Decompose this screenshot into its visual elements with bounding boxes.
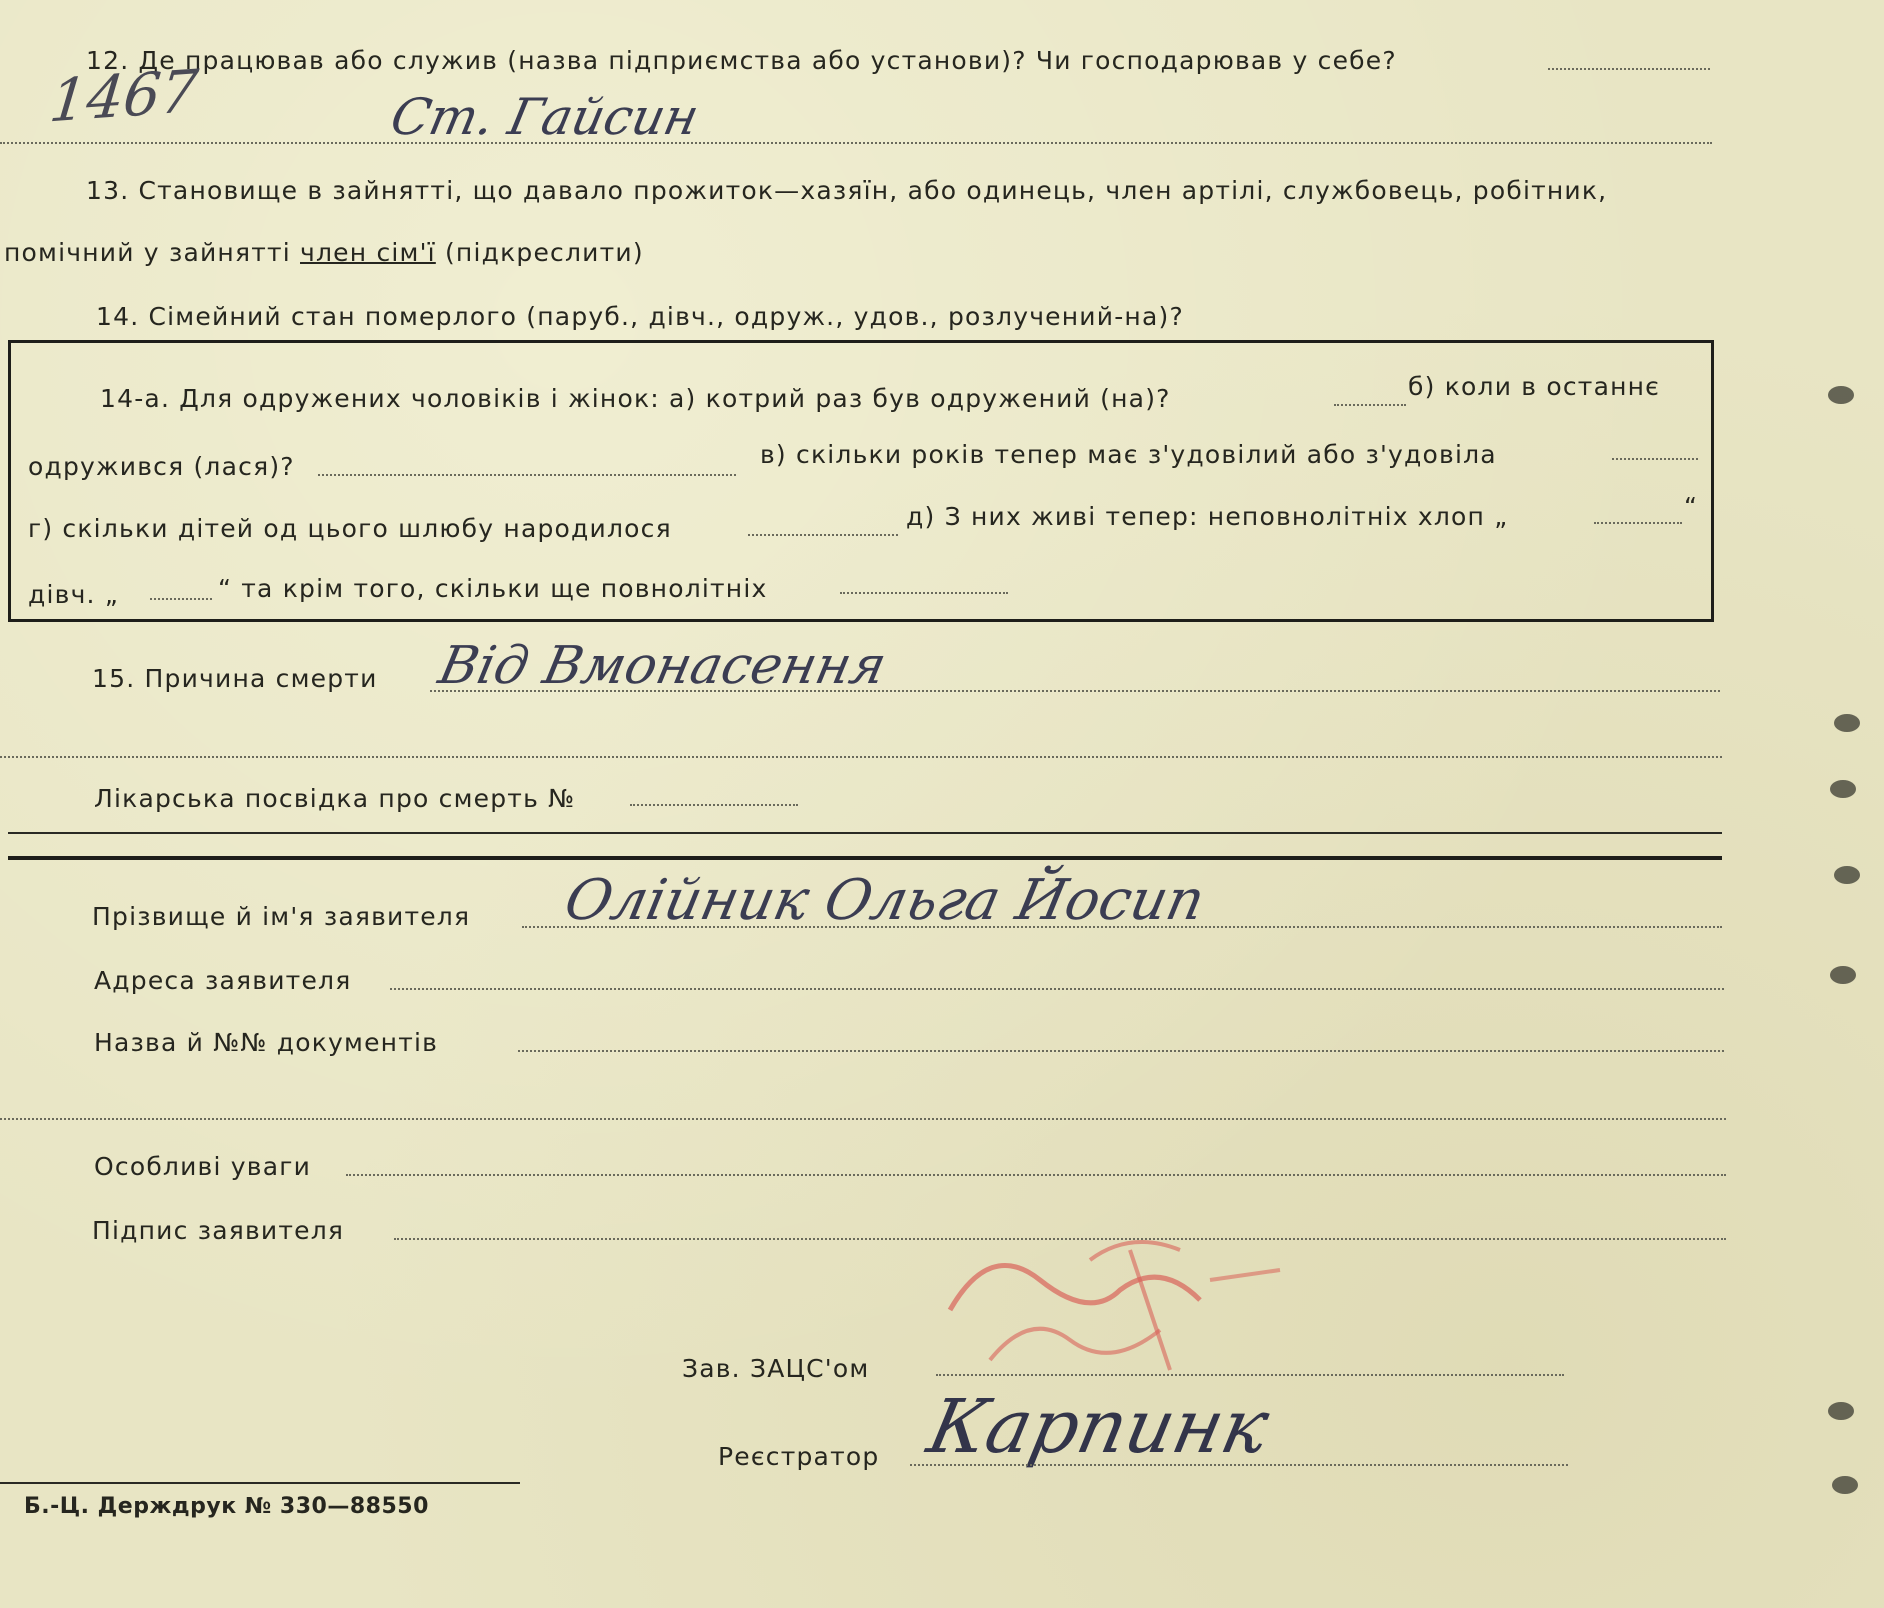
q14a-line3-a: г) скільки дітей од цього шлюбу народилося: [28, 514, 672, 543]
applicant-name-label: Прізвище й ім'я заявителя: [92, 902, 471, 931]
printer-imprint: Б.-Ц. Держдрук № 330—88550: [24, 1494, 429, 1519]
applicant-name-answer: Олійник Ольга Йосип: [559, 868, 1211, 933]
imprint-rule: [0, 1482, 520, 1484]
registrar-label: Реєстратор: [718, 1442, 880, 1471]
q12-fill-line: [1548, 68, 1710, 70]
applicant-signature-label: Підпис заявителя: [92, 1216, 345, 1245]
binding-hole: [1830, 966, 1856, 984]
applicant-name-line: [522, 926, 1722, 928]
q14a-fill-c: [1612, 458, 1698, 460]
registrar-signature: Карпинк: [920, 1384, 1277, 1470]
q15-extra-line: [0, 756, 1722, 758]
q14a-line2-a: одружився (лася)?: [28, 452, 295, 481]
q14a-line1: 14-а. Для одружених чоловіків і жінок: а) котрий раз був одружений (на)?: [100, 384, 1171, 413]
applicant-documents-label: Назва й №№ документів: [94, 1028, 439, 1057]
applicant-signature-line: [394, 1238, 1726, 1240]
q14a-line3-c: “: [1684, 492, 1699, 521]
binding-hole: [1832, 1476, 1858, 1494]
medical-certificate-label: Лікарська посвідка про смерть №: [94, 784, 576, 813]
q14a-fill-d: [748, 534, 898, 536]
remarks-line: [346, 1174, 1726, 1176]
remarks-label: Особливі уваги: [94, 1152, 312, 1181]
q15-label: 15. Причина смерти: [92, 664, 378, 693]
applicant-address-line: [390, 988, 1724, 990]
applicant-documents-extra-line: [0, 1118, 1726, 1120]
binding-hole: [1834, 866, 1860, 884]
q13-option-helper: помічний у зайнятті: [4, 238, 301, 267]
q13-label-line1: 13. Становище в зайнятті, що давало прожиток—хазяїн, або одинець, член артілі, службовець, робітник,: [86, 176, 1608, 205]
q12-margin-note: 1467: [46, 56, 202, 136]
q12-label: 12. Де працював або служив (назва підприємства або установи)? Чи господарював у себе?: [86, 46, 1397, 75]
binding-hole: [1828, 1402, 1854, 1420]
applicant-documents-line: [518, 1050, 1724, 1052]
q12-answer: Ст. Гайсин: [385, 88, 704, 146]
section-rule-upper: [8, 832, 1722, 834]
registrar-line: [910, 1464, 1568, 1466]
q13-option-family-member: член сім'ї: [300, 238, 436, 267]
section-rule-lower: [8, 856, 1722, 860]
q12-answer-line: [0, 142, 1712, 144]
q15-answer-line: [430, 690, 1720, 692]
head-of-registry-line: [936, 1374, 1564, 1376]
q13-label-line2: [4, 238, 644, 267]
q14a-line2-b: в) скільки років тепер має з'удовілий або з'удовіла: [760, 440, 1497, 469]
red-stamp-mark: [930, 1220, 1290, 1400]
q14-label: 14. Сімейний стан померлого (паруб., дівч., одруж., удов., розлучений-на)?: [96, 302, 1184, 331]
binding-hole: [1830, 780, 1856, 798]
medical-certificate-line: [630, 804, 798, 806]
applicant-address-label: Адреса заявителя: [94, 966, 352, 995]
q14a-fill-f: [150, 598, 212, 600]
q14a-fill-a: [1334, 404, 1406, 406]
head-of-registry-label: Зав. ЗАЦС'ом: [682, 1354, 870, 1383]
q14a-line4-b: “ та крім того, скільки ще повнолітніх: [218, 574, 768, 603]
q15-answer: Від Вмонасення: [433, 636, 892, 696]
q14a-fill-e: [1594, 522, 1682, 524]
q14a-line4-a: дівч. „: [28, 580, 119, 609]
binding-hole: [1828, 386, 1854, 404]
q14a-line1-b: б) коли в останнє: [1408, 372, 1661, 401]
q13-underline-instruction: (підкреслити): [435, 238, 644, 267]
q14a-fill-g: [840, 592, 1008, 594]
binding-hole: [1834, 714, 1860, 732]
q14a-line3-b: д) З них живі тепер: неповнолітніх хлоп „: [906, 502, 1509, 531]
q14a-fill-b: [318, 474, 736, 476]
